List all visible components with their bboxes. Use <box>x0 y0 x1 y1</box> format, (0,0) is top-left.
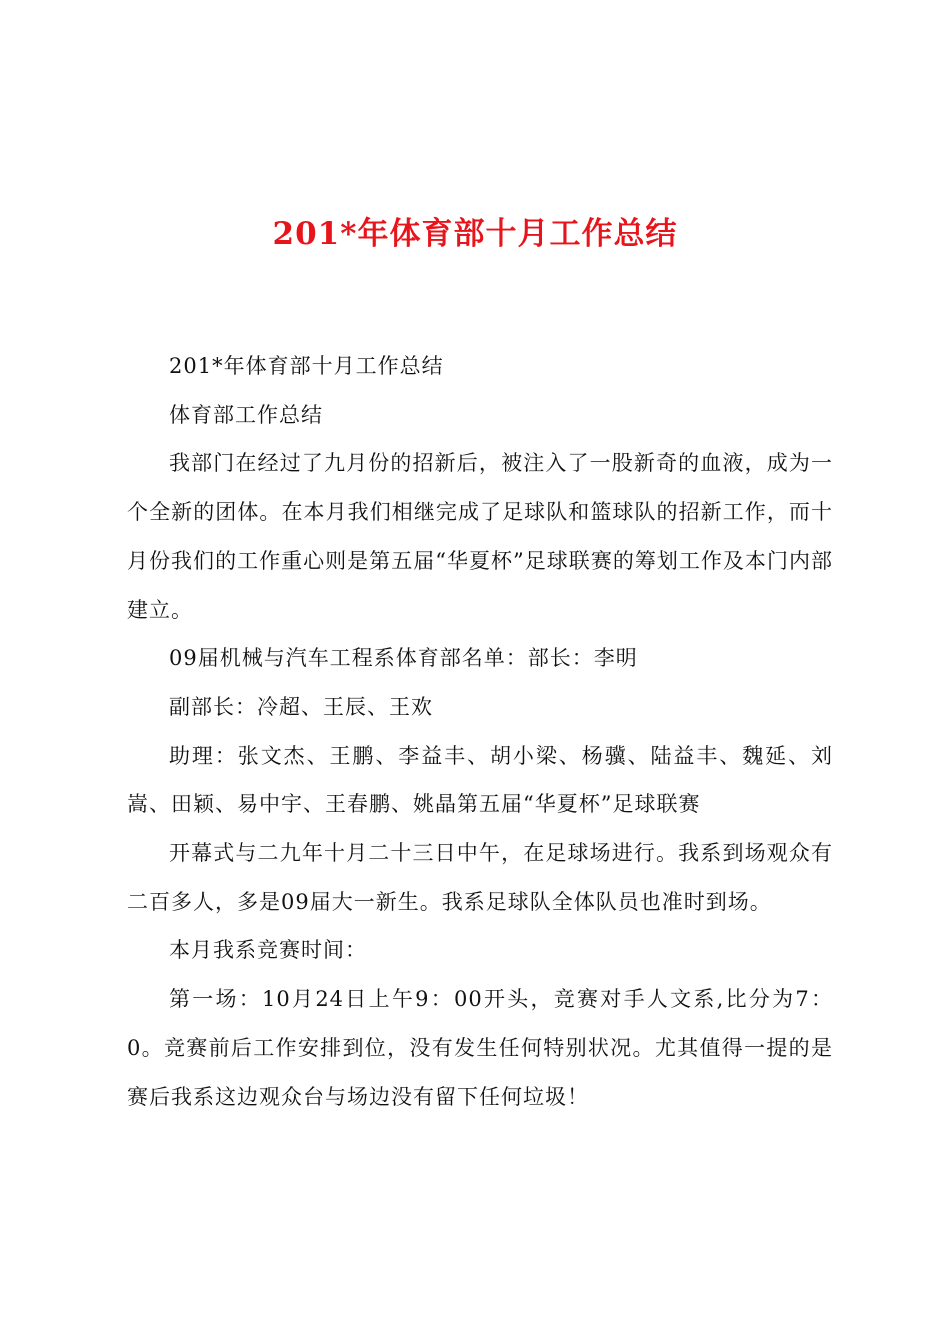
paragraph-first-match: 第一场：10月24日上午9：00开头，竞赛对手人文系,比分为7：0。竞赛前后工作安排到位，没有发生任何特别状况。尤其值得一提的是赛后我系这边观众台与场边没有留下任何垃圾！ <box>127 987 833 1109</box>
document-body <box>127 342 833 1121</box>
paragraph-vice-heads: 副部长：冷超、王辰、王欢 <box>169 694 433 719</box>
paragraph-opening-ceremony: 开幕式与二九年十月二十三日中午，在足球场进行。我系到场观众有二百多人，多是09届大一新生。我系足球队全体队员也准时到场。 <box>127 841 833 914</box>
document-title: 201*年体育部十月工作总结 <box>272 216 678 252</box>
paragraph-heading-repeat: 201*年体育部十月工作总结 <box>169 354 444 378</box>
paragraph-schedule-label: 本月我系竞赛时间： <box>169 938 367 963</box>
paragraph-intro: 我部门在经过了九月份的招新后，被注入了一股新奇的血液，成为一个全新的团体。在本月我们相继完成了足球队和篮球队的招新工作，而十月份我们的工作重心则是第五届“华夏杯”足球联赛的筹划工作及本门内部建立。 <box>127 451 833 622</box>
paragraph-assistants: 助理：张文杰、王鹏、李益丰、胡小梁、杨骥、陆益丰、魏延、刘嵩、田颖、易中宇、王春鹏、姚晶第五届“华夏杯”足球联赛 <box>127 743 833 817</box>
paragraph-subheading: 体育部工作总结 <box>169 402 323 427</box>
paragraph-roster-head: 09届机械与汽车工程系体育部名单：部长：李明 <box>169 646 638 671</box>
